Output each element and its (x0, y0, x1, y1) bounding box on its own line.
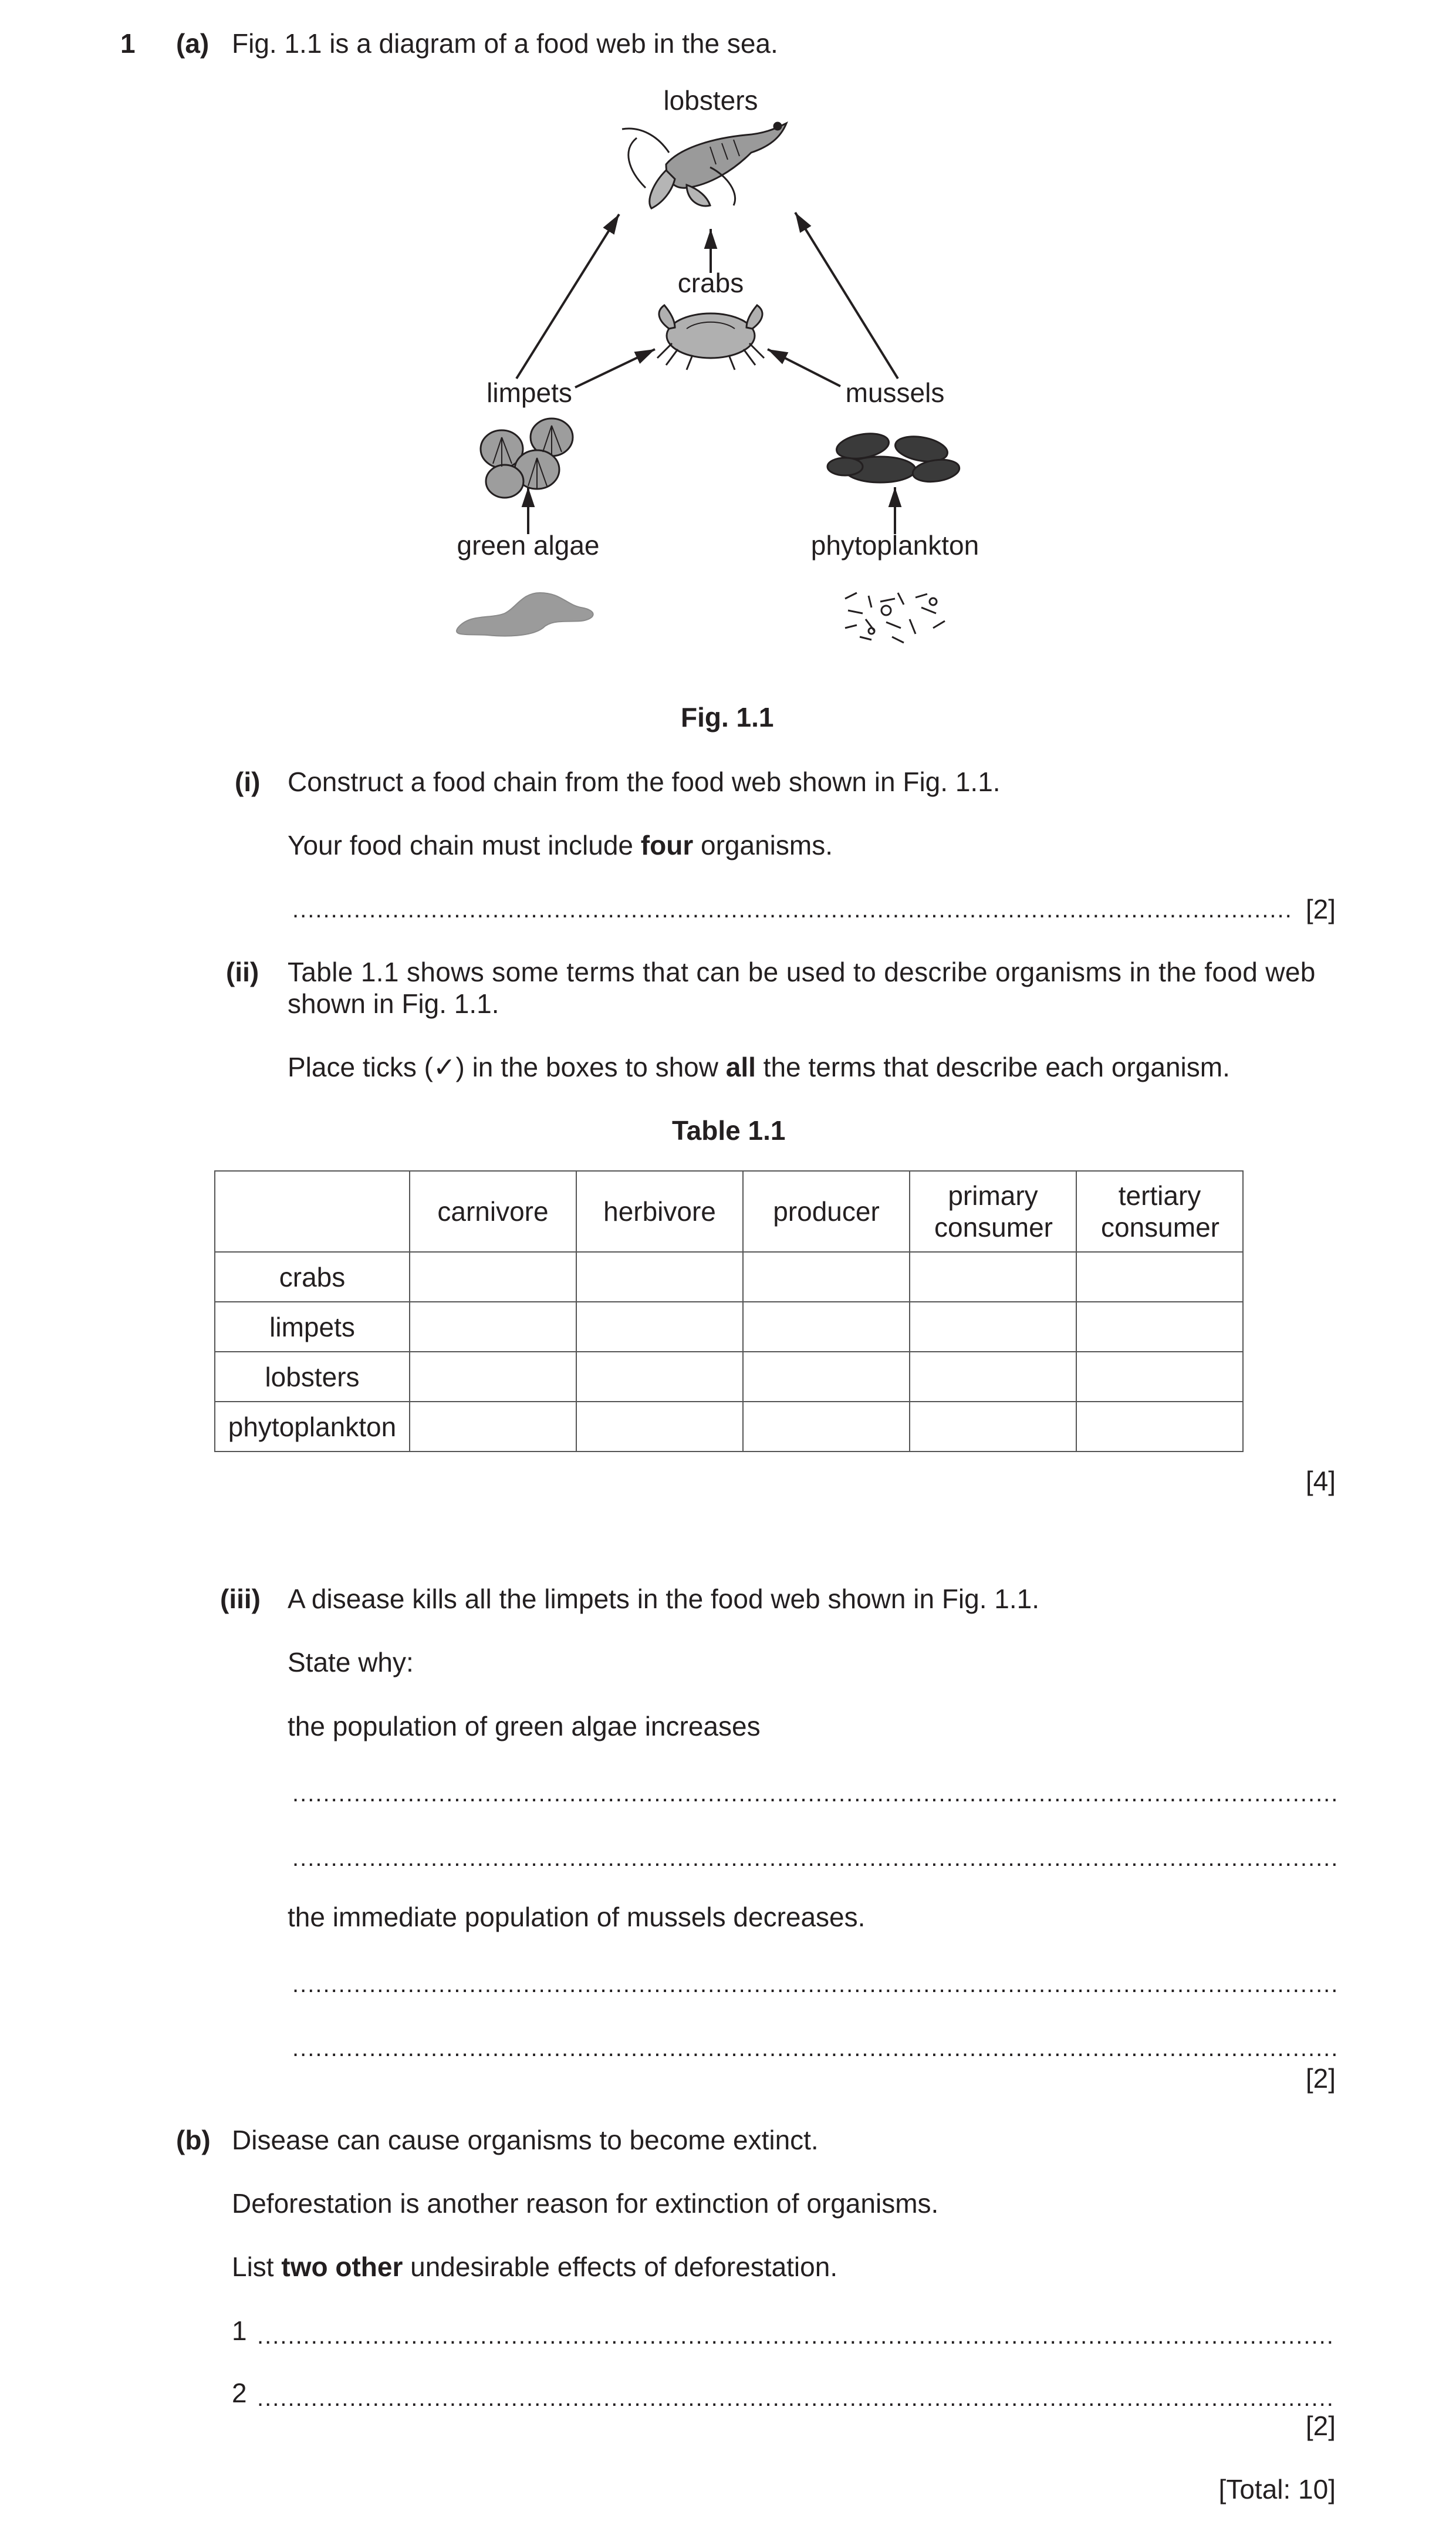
part-iii-label: (iii) (220, 1584, 261, 1614)
part-a-intro: Fig. 1.1 is a diagram of a food web in the sea. (232, 28, 778, 59)
part-i-text: Construct a food chain from the food web shown in Fig. 1.1. (288, 767, 1001, 797)
row-label-phytoplankton: phytoplankton (215, 1402, 410, 1452)
tick-box[interactable] (910, 1402, 1076, 1452)
tick-box[interactable] (910, 1302, 1076, 1352)
tick-box[interactable] (743, 1302, 910, 1352)
marks-b: [2] (1305, 2411, 1336, 2441)
tick-box[interactable] (1076, 1352, 1243, 1402)
part-b-label: (b) (176, 2125, 211, 2155)
col-producer: producer (743, 1171, 910, 1252)
answer-line-i[interactable] (292, 898, 1290, 921)
food-web-diagram (434, 82, 1021, 657)
tick-box[interactable] (743, 1252, 910, 1302)
tick-box[interactable] (576, 1302, 743, 1352)
arrow-mussels-to-crabs (768, 349, 840, 386)
tick-box[interactable] (743, 1352, 910, 1402)
table-row (215, 1402, 1243, 1452)
table-title: Table 1.1 (672, 1115, 786, 1146)
answer-line-b-1[interactable] (257, 2324, 1336, 2348)
part-b-text1: Disease can cause organisms to become extinct. (232, 2125, 819, 2155)
answer-line-b-2[interactable] (257, 2387, 1336, 2410)
col-herbivore: herbivore (576, 1171, 743, 1252)
mussels-icon (827, 430, 961, 484)
col-carnivore: carnivore (410, 1171, 576, 1252)
part-b-item1-number: 1 (232, 2315, 247, 2346)
part-iii-prompt2: the immediate population of mussels decreases. (288, 1902, 866, 1932)
phytoplankton-icon (845, 593, 945, 643)
part-iii-prompt1: the population of green algae increases (288, 1711, 761, 1741)
part-b-text3: List two other undesirable effects of deforestation. (232, 2252, 838, 2282)
part-b-text2: Deforestation is another reason for extinction of organisms. (232, 2188, 939, 2219)
table-row (215, 1252, 1243, 1302)
arrow-limpets-to-lobsters (516, 214, 619, 379)
tick-box[interactable] (410, 1352, 576, 1402)
crab-icon (657, 305, 764, 370)
part-ii-text-line2: shown in Fig. 1.1. (288, 988, 499, 1019)
tick-box[interactable] (576, 1402, 743, 1452)
question-number: 1 (120, 28, 136, 59)
row-label-lobsters: lobsters (215, 1352, 410, 1402)
limpets-icon (481, 418, 573, 498)
label-lobsters: lobsters (663, 85, 758, 116)
label-green-algae: green algae (457, 530, 600, 561)
part-i-label: (i) (235, 767, 261, 797)
answer-line-iii-4[interactable] (292, 2037, 1336, 2060)
answer-line-iii-2[interactable] (292, 1847, 1336, 1870)
table-header-row (215, 1171, 1243, 1252)
label-limpets: limpets (487, 377, 572, 408)
tick-box[interactable] (910, 1252, 1076, 1302)
tick-box[interactable] (410, 1252, 576, 1302)
green-algae-icon (457, 593, 593, 636)
arrow-limpets-to-crabs (575, 349, 655, 387)
tick-box[interactable] (1076, 1302, 1243, 1352)
total-marks: [Total: 10] (1218, 2474, 1336, 2504)
tick-box[interactable] (410, 1402, 576, 1452)
tick-box[interactable] (576, 1252, 743, 1302)
marks-i: [2] (1305, 894, 1336, 924)
label-crabs: crabs (677, 268, 744, 298)
row-label-limpets: limpets (215, 1302, 410, 1352)
marks-iii: [2] (1305, 2063, 1336, 2094)
row-label-crabs: crabs (215, 1252, 410, 1302)
col-tertiary-consumer: tertiary consumer (1076, 1171, 1243, 1252)
tick-box[interactable] (1076, 1252, 1243, 1302)
table-1-1 (214, 1170, 1244, 1452)
table-row (215, 1352, 1243, 1402)
part-ii-instruction: Place ticks (✓) in the boxes to show all the terms that describe each organism. (288, 1052, 1230, 1082)
part-iii-state: State why: (288, 1647, 414, 1677)
tick-box[interactable] (410, 1302, 576, 1352)
table-row (215, 1302, 1243, 1352)
arrow-mussels-to-lobsters (795, 212, 898, 379)
part-a-label: (a) (176, 28, 210, 59)
table-corner-cell (215, 1171, 410, 1252)
part-i-text2: Your food chain must include four organisms. (288, 830, 833, 860)
tick-box[interactable] (1076, 1402, 1243, 1452)
part-b-item2-number: 2 (232, 2378, 247, 2408)
answer-line-iii-3[interactable] (292, 1973, 1336, 1996)
lobster-icon (622, 123, 786, 208)
tick-box[interactable] (743, 1402, 910, 1452)
label-phytoplankton: phytoplankton (810, 530, 979, 561)
label-mussels: mussels (845, 377, 945, 408)
marks-ii: [4] (1305, 1466, 1336, 1496)
part-iii-text: A disease kills all the limpets in the food web shown in Fig. 1.1. (288, 1584, 1040, 1614)
part-ii-label: (ii) (226, 957, 259, 987)
tick-box[interactable] (576, 1352, 743, 1402)
tick-box[interactable] (910, 1352, 1076, 1402)
answer-line-iii-1[interactable] (292, 1782, 1336, 1805)
part-ii-text-line1: Table 1.1 shows some terms that can be used to describe organisms in the food web (288, 957, 1316, 987)
col-primary-consumer: primary consumer (910, 1171, 1076, 1252)
figure-caption: Fig. 1.1 (681, 702, 774, 733)
